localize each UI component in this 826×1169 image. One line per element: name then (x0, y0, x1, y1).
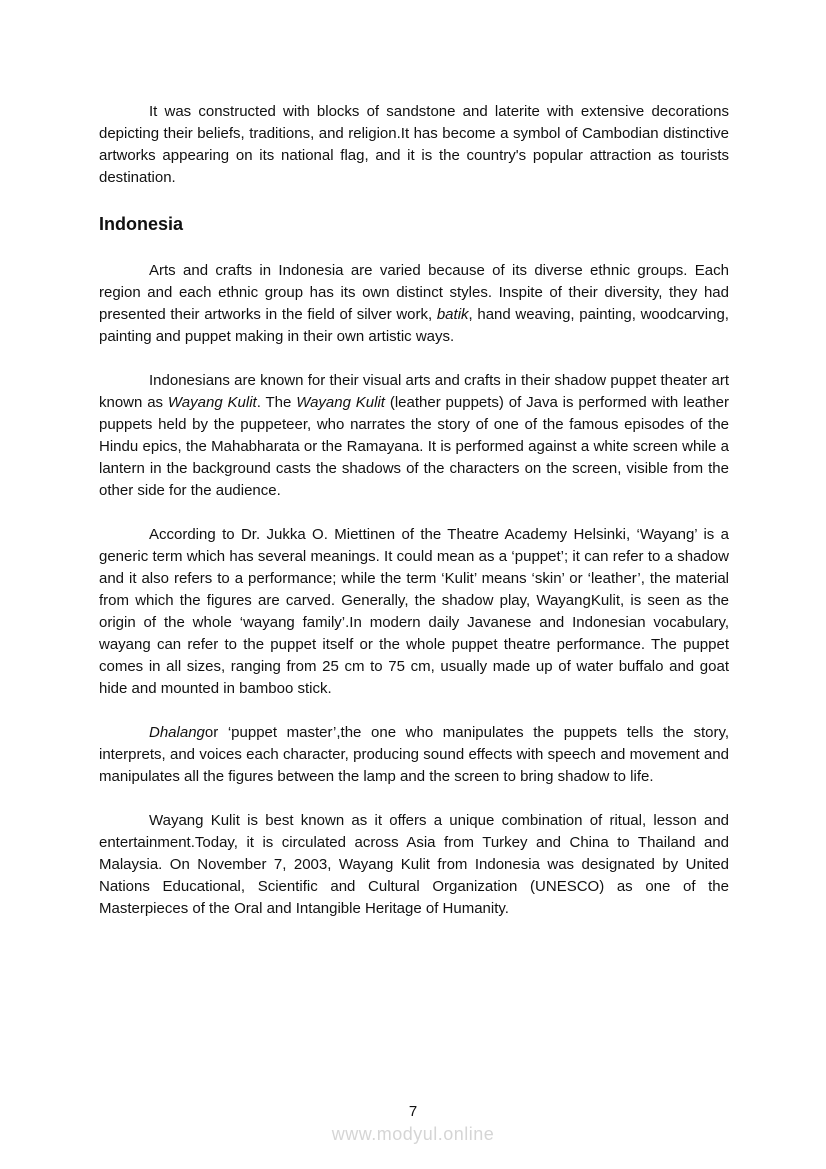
text-run: or ‘puppet master’,the one who manipulates the puppets tells the story, interprets, and voices each character, producing sound effects with speech and movement and manipulates all the figures between the lamp and the screen to bring shadow to life. (99, 724, 729, 785)
page-body (99, 101, 729, 942)
watermark-text: www.modyul.online (331, 1124, 495, 1144)
page-number: 7 (408, 1103, 418, 1120)
text-run: Indonesians are known for their visual arts and crafts in their shadow puppet theater art known as (99, 372, 729, 411)
text-run: According to Dr. Jukka O. Miettinen of the Theatre Academy Helsinki, ‘Wayang’ is a generic term which has several meanings. It could mean as a ‘puppet’; it can refer to a shadow and it also refers to a performance; while the term ‘Kulit’ means ‘skin’ or ‘leather’, the material from which the figures are carved. Generally, the shadow play, WayangKulit, is seen as the origin of the whole ‘wayang family’.In modern daily Javanese and Indonesian vocabulary, wayang can refer to the puppet itself or the whole puppet theatre performance. The puppet comes in all sizes, ranging from 25 cm to 75 cm, usually made up of water buffalo and goat hide and mounted in bamboo stick. (99, 526, 729, 697)
paragraph-arts-and-crafts (99, 260, 729, 348)
page-footer (0, 1101, 826, 1145)
text-run: (leather puppets) of Java is performed with leather puppets held by the puppeteer, who narrates the story of one of the famous episodes of the Hindu epics, the Mahabharata or the Ramayana. It is performed against a white screen while a lantern in the background casts the shadows of the characters on the screen, visible from the other side for the audience. (99, 394, 729, 499)
paragraph-cambodia-conclusion (99, 101, 729, 189)
text-run: Wayang Kulit is best known as it offers a unique combination of ritual, lesson and entertainment.Today, it is circulated across Asia from Turkey and China to Thailand and Malaysia. On November 7, 2003, Wayang Kulit from Indonesia was designated by United Nations Educational, Scientific and Cultural Organization (UNESCO) as one of the Masterpieces of the Oral and Intangible Heritage of Humanity. (99, 812, 729, 917)
paragraph-dhalang (99, 722, 729, 788)
text-run-italic: Wayang Kulit (296, 394, 385, 411)
paragraph-wayang-kulit-intro (99, 370, 729, 502)
text-run: It was constructed with blocks of sandstone and laterite with extensive decorations depicting their beliefs, traditions, and religion.It has become a symbol of Cambodian distinctive artworks appearing on its national flag, and it is the country's popular attraction as tourists destination. (99, 103, 729, 186)
text-run-italic: Wayang Kulit (167, 394, 257, 411)
text-run-italic: Dhalang (149, 724, 205, 741)
paragraph-wayang-meaning (99, 524, 729, 700)
section-heading-indonesia: Indonesia (99, 214, 184, 234)
text-run: . The (256, 394, 297, 411)
text-run: , hand weaving, painting, woodcarving, painting and puppet making in their own artistic ways. (99, 306, 729, 345)
text-run: Arts and crafts in Indonesia are varied because of its diverse ethnic groups. Each region and each ethnic group has its own distinct styles. Inspite of their diversity, they had presented their artworks in the field of silver work, (99, 262, 729, 323)
paragraph-unesco-recognition (99, 810, 729, 920)
text-run-italic: batik (436, 306, 469, 323)
